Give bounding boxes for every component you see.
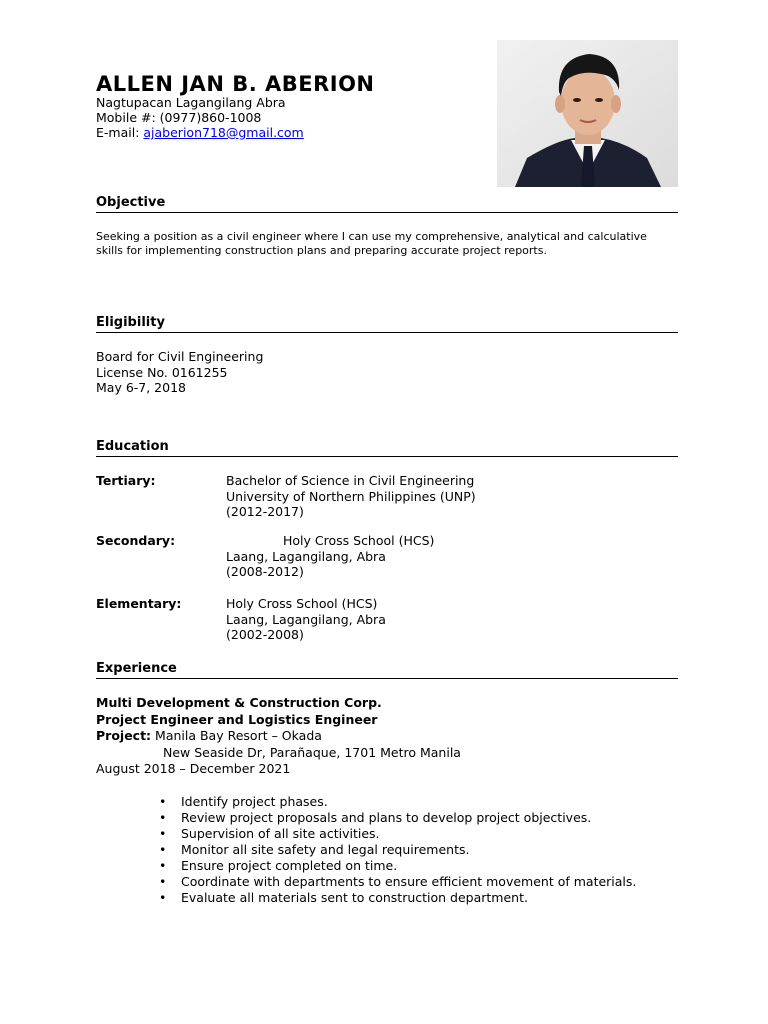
bullet-icon: •	[159, 874, 167, 889]
job-title: Project Engineer and Logistics Engineer	[96, 711, 378, 727]
eligibility-line: Board for Civil Engineering	[96, 349, 264, 364]
bullet-icon: •	[159, 810, 167, 825]
eligibility-line: May 6-7, 2018	[96, 380, 186, 395]
education-line: (2002-2008)	[226, 627, 304, 642]
eligibility-line: License No. 0161255	[96, 364, 228, 380]
contact-info	[96, 95, 304, 140]
education-level-label: Secondary:	[96, 533, 176, 548]
bullet-icon: •	[159, 890, 167, 905]
eligibility-details	[96, 349, 263, 396]
bullet-icon: •	[159, 826, 167, 841]
address: Nagtupacan Lagangilang Abra	[96, 95, 286, 110]
education-line: University of Northern Philippines (UNP)	[226, 488, 476, 504]
duties-list	[156, 794, 686, 906]
education-line: (2008-2012)	[226, 564, 304, 579]
email-line	[96, 125, 304, 140]
bullet-icon: •	[159, 858, 167, 873]
bullet-icon: •	[159, 794, 167, 809]
education-line: Holy Cross School (HCS)	[226, 596, 378, 611]
eligibility-heading: Eligibility	[96, 315, 678, 333]
bullet-icon: •	[159, 842, 167, 857]
education-heading: Education	[96, 439, 678, 457]
education-line: Holy Cross School (HCS)	[283, 533, 435, 548]
list-item: • Coordinate with departments to ensure efficient movement of materials.	[159, 874, 637, 889]
education-level-label: Elementary:	[96, 596, 182, 611]
education-details	[226, 473, 476, 520]
experience-heading: Experience	[96, 661, 678, 679]
project-label: Project:	[96, 728, 152, 743]
list-item: • Evaluate all materials sent to construction department.	[159, 890, 528, 905]
profile-photo	[497, 40, 678, 187]
project-name: Manila Bay Resort – Okada	[151, 728, 322, 743]
employment-dates: August 2018 – December 2021	[96, 761, 291, 776]
project-address: New Seaside Dr, Parañaque, 1701 Metro Manila	[163, 744, 461, 760]
list-item: • Ensure project completed on time.	[159, 858, 398, 873]
applicant-name: ALLEN JAN B. ABERION	[96, 72, 375, 96]
company-name: Multi Development & Construction Corp.	[96, 695, 382, 710]
education-details	[226, 533, 434, 580]
education-line: Laang, Lagangilang, Abra	[226, 611, 386, 627]
education-line: Bachelor of Science in Civil Engineering	[226, 473, 475, 488]
email-link[interactable]: ajaberion718@gmail.com	[143, 125, 304, 140]
mobile-number: Mobile #: (0977)860-1008	[96, 110, 262, 125]
education-level-label: Tertiary:	[96, 473, 156, 488]
list-item: • Identify project phases.	[159, 794, 328, 809]
objective-text: Seeking a position as a civil engineer where I can use my comprehensive, analytical and calculative skills for implementing construction plans and preparing accurate project reports.	[96, 230, 647, 257]
list-item: • Review project proposals and plans to develop project objectives.	[159, 810, 592, 825]
list-item: • Monitor all site safety and legal requirements.	[159, 842, 470, 857]
education-details	[226, 596, 386, 643]
project-line	[96, 728, 686, 745]
email-label: E-mail:	[96, 125, 144, 140]
list-item: • Supervision of all site activities.	[159, 826, 380, 841]
objective-heading: Objective	[96, 195, 678, 213]
education-line: Laang, Lagangilang, Abra	[226, 548, 386, 564]
education-line: (2012-2017)	[226, 504, 304, 519]
experience-entry	[96, 695, 686, 778]
